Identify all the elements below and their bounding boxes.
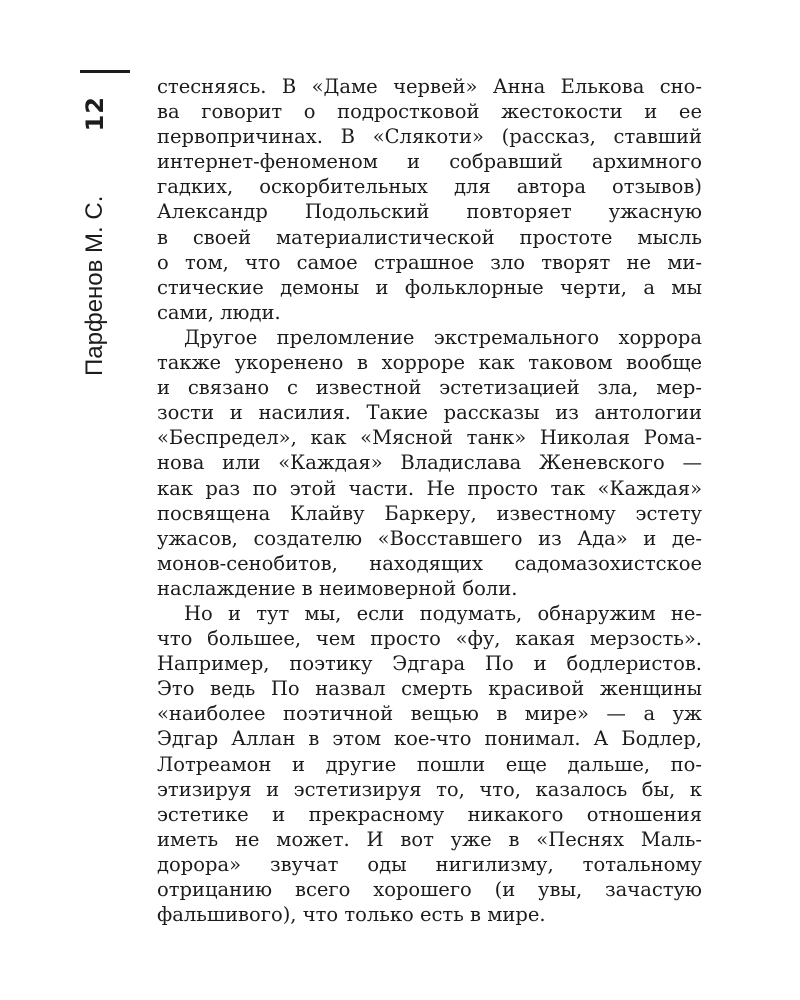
text-line: также укоренено в хорроре как таковом вообще [157, 351, 702, 375]
text-line: этизируя и эстетизируя то, что, казалось бы, к [157, 777, 702, 801]
text-line: нова или «Каждая» Владислава Женевского — [157, 451, 702, 475]
text-line: Другое преломление экстремального хоррора [184, 325, 702, 349]
text-line: о том, что самое страшное зло творят не ми- [157, 250, 702, 274]
text-line: монов-сенобитов, находящих садомазохистское [157, 551, 702, 575]
text-line: как раз по этой части. Не просто так «Каждая» [157, 476, 702, 500]
text-line: Но и тут мы, если подумать, обнаружим не- [184, 601, 702, 625]
text-line: Александр Подольский повторяет ужасную [157, 200, 702, 224]
text-line: гадких, оскорбительных для автора отзывов) [157, 175, 702, 199]
text-line: ужасов, создателю «Восставшего из Ада» и де- [157, 526, 702, 550]
text-line: стические демоны и фольклорные черти, а мы [157, 275, 702, 299]
text-line: эстетике и прекрасному никакого отношения [157, 802, 702, 826]
margin-rule [80, 70, 130, 73]
text-line: Эдгар Аллан в этом кое-что понимал. А Бодлер, [157, 727, 702, 751]
text-line: интернет-феноменом и собравший архимного [157, 150, 702, 174]
text-line: «наиболее поэтичной вещью в мире» — а уж [157, 702, 702, 726]
text-line: стесняясь. В «Даме червей» Анна Елькова сно- [157, 75, 702, 98]
text-line: Например, поэтику Эдгара По и бодлеристов. [157, 652, 702, 676]
text-line: посвящена Клайву Баркеру, известному эстету [157, 501, 702, 525]
text-line: сами, люди. [157, 300, 281, 324]
text-line: и связано с известной эстетизацией зла, мер- [157, 376, 702, 400]
text-line: Лотреамон и другие пошли еще дальше, по- [157, 752, 702, 776]
text-line: отрицанию всего хорошего (и увы, зачастую [157, 878, 702, 901]
running-head [70, 96, 120, 376]
text-line: первопричинах. В «Слякоти» (рассказ, ставший [157, 125, 702, 149]
text-line: ва говорит о подростковой жестокости и ее [157, 100, 702, 124]
text-line: наслаждение в неимоверной боли. [157, 576, 518, 600]
text-line: что большее, чем просто «фу, какая мерзость». [157, 627, 702, 651]
text-line: в своей материалистической простоте мысль [157, 225, 702, 249]
text-line: фальшивого), что только есть в мире. [157, 903, 546, 927]
body-text [157, 74, 702, 927]
text-line: иметь не может. И вот уже в «Песнях Маль- [157, 827, 702, 851]
page-number: 12 [81, 96, 109, 132]
text-line: зости и насилия. Такие рассказы из антологии [157, 401, 702, 425]
text-line: Это ведь По назвал смерть красивой женщины [157, 677, 702, 701]
running-head-author: Парфенов М. С. [81, 195, 108, 376]
text-line: дорора» звучат оды нигилизму, тотальному [157, 852, 702, 876]
text-line: «Беспредел», как «Мясной танк» Николая Рома- [157, 426, 702, 450]
